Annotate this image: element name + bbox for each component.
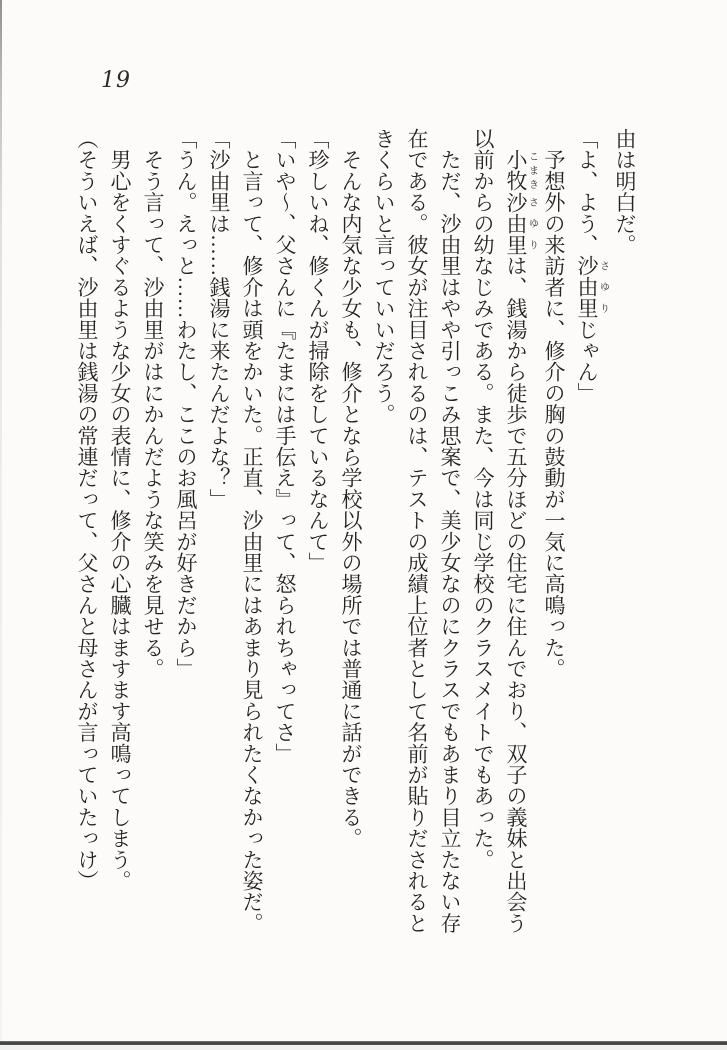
text-line: 男心をくすぐるような少女の表情に、修介の心臓はますます高鳴ってしまう。 <box>108 128 132 892</box>
text-line: 「珍しいね、修くんが掃除をしているなんて」 <box>306 128 330 574</box>
ruby-annotated-name: 沙由里さゆり <box>504 191 538 256</box>
text-line: 以前からの幼なじみである。また、今は同じ学校のクラスメイトでもあった。 <box>471 128 495 870</box>
text-line: 由は明白だ。 <box>613 128 637 256</box>
page-number: 19 <box>101 68 131 93</box>
text-line: 「よ、よう、沙由里さゆりじゃん」 <box>575 128 609 404</box>
ruby-annotated-name: 沙由里さゆり <box>575 255 609 319</box>
ruby-annotated-name: 小牧こまき <box>504 149 538 192</box>
text-line: と言って、修介は頭をかいた。正直、沙由里にはあまり見られたくなかった姿だ。 <box>240 128 264 934</box>
text-line: 「沙由里は……銭湯に来たんだよな？」 <box>207 128 231 510</box>
text-line: 「いや～、父さんに『たまには手伝え』って、怒られちゃってさ」 <box>273 128 297 764</box>
text-line: そんな内気な少女も、修介となら学校以外の場所では普通に話ができる。 <box>339 128 363 849</box>
text-line: きくらいと言っていいだろう。 <box>372 128 396 425</box>
text-line: 小牧こまき沙由里さゆりは、銭湯から徒歩で五分ほどの住宅に住んでおり、双子の義妹と出会う <box>504 149 538 934</box>
text-line: 在である。彼女が注目されるのは、テストの成績上位者として名前が貼りだされると <box>405 128 429 934</box>
text-line: 「うん。えっと……わたし、ここのお風呂が好きだから」 <box>174 128 198 680</box>
body-text <box>70 128 641 942</box>
text-line: （そういえば、沙由里は銭湯の常連だって、父さんと母さんが言っていたっけ） <box>75 128 99 892</box>
text-line: そう言って、沙由里がはにかんだような笑みを見せる。 <box>141 128 165 680</box>
text-line: 予想外の来訪者に、修介の胸の鼓動が一気に高鳴った。 <box>542 128 566 680</box>
page-bottom-margin <box>0 1045 727 1050</box>
page-left-scan-edge <box>0 0 2 1050</box>
text-line: ただ、沙由里はやや引っこみ思案で、美少女なのにクラスでもあまり目立たない存 <box>438 128 462 934</box>
